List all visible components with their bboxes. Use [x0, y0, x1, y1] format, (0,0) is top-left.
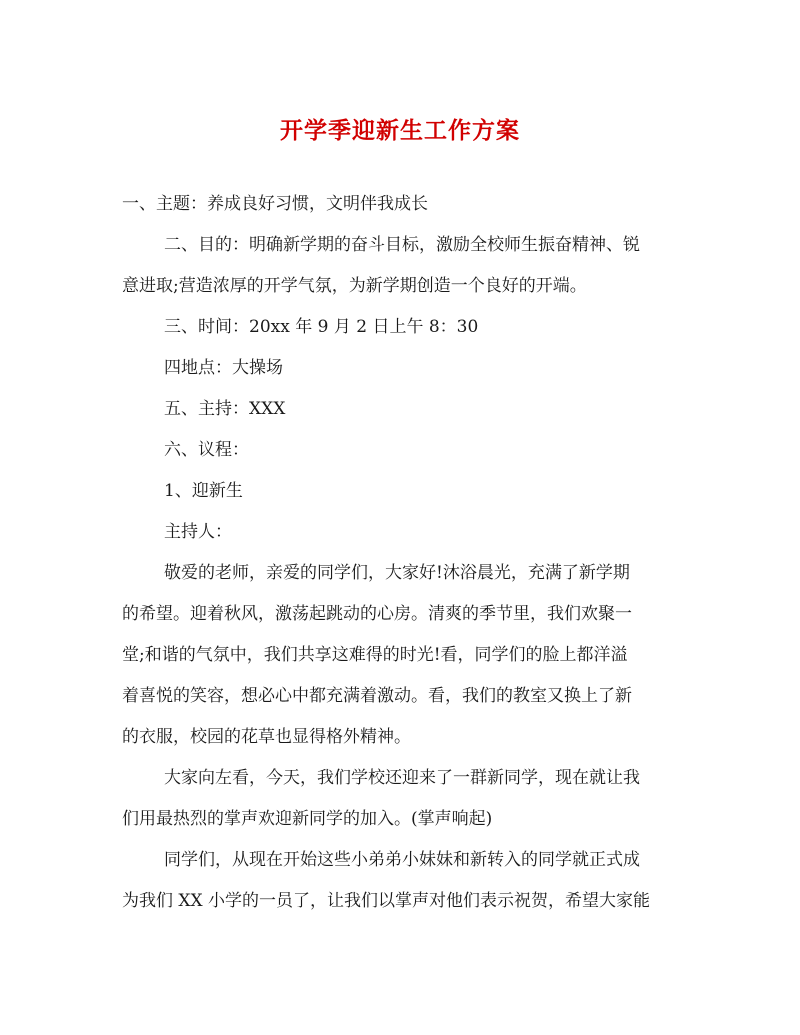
text-line: 敬爱的老师，亲爱的同学们，大家好!沐浴晨光，充满了新学期	[164, 563, 630, 583]
text-line: 三、时间：20xx 年 9 月 2 日上午 8：30	[164, 317, 479, 337]
paragraph-time	[122, 307, 682, 348]
text-line: 的希望。迎着秋风，激荡起跳动的心房。清爽的季节里，我们欢聚一	[122, 604, 632, 624]
text-line: 四地点：大操场	[164, 358, 283, 378]
paragraph-agenda-item-1	[122, 471, 682, 512]
text-line: 主持人：	[164, 522, 232, 542]
text-line: 的衣服，校园的花草也显得格外精神。	[122, 727, 411, 747]
text-line: 六、议程：	[164, 440, 249, 460]
paragraph-agenda	[122, 430, 682, 471]
text-line: 一、主题：养成良好习惯，文明伴我成长	[122, 194, 428, 214]
paragraph-speech-3	[122, 840, 682, 922]
paragraph-purpose	[122, 225, 682, 307]
text-line: 五、主持：XXX	[164, 399, 286, 419]
text-line: 1、迎新生	[164, 481, 243, 501]
text-line: 同学们，从现在开始这些小弟弟小妹妹和新转入的同学就正式成	[164, 850, 640, 870]
document-body	[122, 184, 682, 922]
paragraph-theme	[122, 184, 682, 225]
paragraph-host	[122, 389, 682, 430]
document-title: 开学季迎新生工作方案	[280, 117, 520, 144]
paragraph-host-label	[122, 512, 682, 553]
paragraph-location	[122, 348, 682, 389]
text-line: 为我们 XX 小学的一员了，让我们以掌声对他们表示祝贺，希望大家能	[122, 891, 651, 911]
text-line: 大家向左看，今天，我们学校还迎来了一群新同学，现在就让我	[164, 768, 640, 788]
paragraph-speech-1	[122, 553, 682, 758]
text-line: 堂;和谐的气氛中，我们共享这难得的时光!看，同学们的脸上都洋溢	[122, 645, 628, 665]
text-line: 们用最热烈的掌声欢迎新同学的加入。(掌声响起)	[122, 809, 493, 829]
paragraph-speech-2	[122, 758, 682, 840]
text-line: 二、目的：明确新学期的奋斗目标，激励全校师生振奋精神、锐	[164, 235, 640, 255]
text-line: 意进取;营造浓厚的开学气氛，为新学期创造一个良好的开端。	[122, 276, 587, 296]
text-line: 着喜悦的笑容，想必心中都充满着激动。看，我们的教室又换上了新	[122, 686, 632, 706]
